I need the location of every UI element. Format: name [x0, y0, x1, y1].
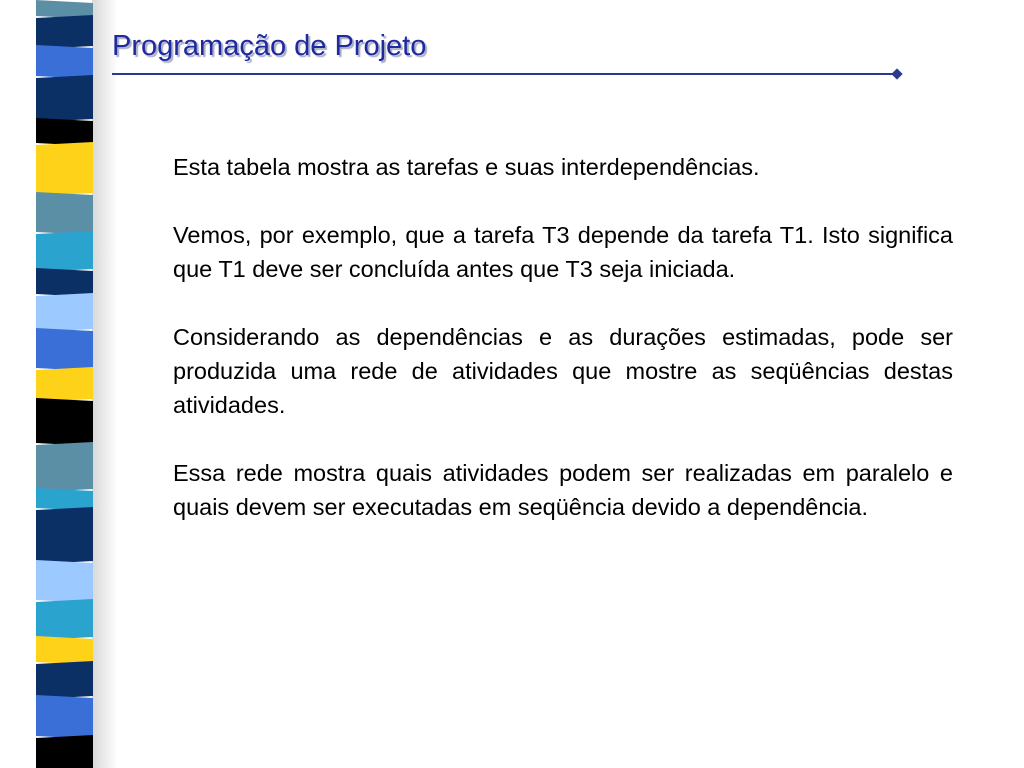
- stripe-segment: [36, 507, 93, 564]
- paragraph-3: Considerando as dependências e as durações estimadas, pode ser produzida uma rede de atividades que mostre as seqüências destas atividades.: [173, 324, 953, 418]
- stripe-segment: [36, 398, 93, 446]
- diamond-bullet-icon: [891, 68, 902, 79]
- slide-title: Programação de Projeto: [112, 30, 427, 62]
- slide-body: [173, 150, 953, 558]
- stripe-segment: [36, 75, 93, 122]
- decorative-stripe-bar: [0, 0, 118, 768]
- stripe-segment: [36, 15, 93, 49]
- stripe-segment: [36, 367, 93, 402]
- stripe-segment: [36, 142, 93, 196]
- stripe-segment: [36, 661, 93, 699]
- stripe-segment: [36, 636, 93, 665]
- stripe-segment: [36, 328, 93, 371]
- stripe-segment: [36, 695, 93, 739]
- paragraph-1: Esta tabela mostra as tarefas e suas interdependências.: [173, 154, 760, 180]
- stripe-segment: [36, 118, 93, 146]
- stripe-segment: [36, 735, 93, 768]
- stripe-segment: [36, 45, 93, 79]
- stripe-segment: [36, 268, 93, 297]
- stripe-segment: [36, 560, 93, 603]
- stripe-segment: [36, 293, 93, 332]
- stripe-segment: [36, 192, 93, 235]
- paragraph-2: Vemos, por exemplo, que a tarefa T3 depende da tarefa T1. Isto significa que T1 deve ser concluída antes que T3 seja iniciada.: [173, 222, 953, 282]
- title-underline: [112, 73, 898, 75]
- stripe-segment: [36, 442, 93, 492]
- stripe-segment: [36, 599, 93, 640]
- paragraph-4: Essa rede mostra quais atividades podem ser realizadas em paralelo e quais devem ser executadas em seqüência devido a dependência.: [173, 460, 953, 520]
- stripe-segment: [36, 231, 93, 272]
